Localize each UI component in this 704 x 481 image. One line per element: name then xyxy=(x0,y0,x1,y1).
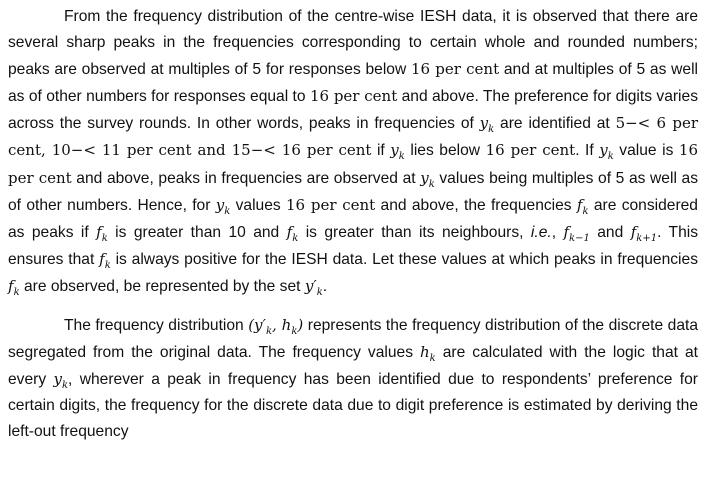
math-symbol xyxy=(53,370,69,392)
ie-abbreviation: i.e. xyxy=(530,223,552,241)
math-symbol xyxy=(8,276,20,298)
math-var: y xyxy=(215,195,225,214)
math-symbol xyxy=(390,141,405,163)
text-run: . xyxy=(322,277,328,295)
text-run: values being multiples of 5 as well as of other numbers. Hence, for xyxy=(8,169,699,214)
math-subscript: k xyxy=(265,326,272,338)
math-subscript: k+1 xyxy=(636,232,658,244)
text-run: and above, the frequencies xyxy=(375,196,577,214)
math-subscript: k xyxy=(398,151,405,163)
math-subscript: k xyxy=(582,205,589,217)
text-run: , xyxy=(551,223,564,241)
math-var: f xyxy=(630,222,637,241)
math-symbol xyxy=(248,316,304,338)
math-var: f xyxy=(286,222,293,241)
math-value: 16 per cent xyxy=(286,195,376,214)
text-run: , wherever a peak in frequency has been identified due to respondents’ preference for certain digits, the frequency for the discrete data due to digit preference is estimated by deriving the left-out frequency xyxy=(8,371,698,441)
math-symbol xyxy=(630,222,658,244)
math-subscript: k xyxy=(607,151,614,163)
math-symbol xyxy=(96,222,108,244)
math-symbol xyxy=(420,168,435,190)
math-var: y′ xyxy=(304,276,317,295)
math-subscript: k xyxy=(292,232,299,244)
paragraph-peaks xyxy=(8,4,698,300)
text-run: From the frequency distribution of the centre-wise IESH data, it is observed that there are several sharp peaks in the frequencies corresponding to certain whole and rounded numbers; peaks are observed at multiples of 5 for responses below xyxy=(8,8,698,79)
math-symbol xyxy=(576,195,589,217)
math-var: y xyxy=(390,141,399,160)
text-run: is greater than 10 and xyxy=(107,223,287,241)
text-run: values xyxy=(230,196,286,214)
text-run: are calculated with the logic that at every xyxy=(8,344,698,389)
math-value: 5−< 6 per cent, 10−< 11 per cent and 15−< 16 per cent xyxy=(8,114,698,160)
math-subscript: k xyxy=(291,326,298,338)
text-run: . This ensures that xyxy=(8,223,699,268)
math-subscript: k xyxy=(488,124,495,136)
text-run: and xyxy=(589,223,631,241)
math-var: , h xyxy=(272,316,292,335)
math-subscript: k xyxy=(429,353,436,365)
math-symbol xyxy=(304,276,323,298)
math-value: 16 per cent xyxy=(8,141,698,187)
math-subscript: k xyxy=(104,259,111,271)
text-run: represents the frequency distribution of the discrete data segregated from the original data. The frequency values xyxy=(8,317,698,362)
text-run: and above, peaks in frequencies are observed at xyxy=(71,169,421,187)
math-var: f xyxy=(8,276,14,295)
math-subscript: k xyxy=(101,232,108,244)
text-run: is always positive for the IESH data. Let these values at which peaks in frequencies xyxy=(110,250,698,268)
math-var: y xyxy=(420,168,429,187)
text-run: The frequency distribution xyxy=(64,317,249,335)
paragraph-frequency-distribution xyxy=(8,312,698,445)
math-var: y xyxy=(599,141,608,160)
math-symbol xyxy=(215,195,231,217)
math-symbol xyxy=(563,222,590,244)
math-symbol xyxy=(420,343,436,365)
math-var: f xyxy=(96,222,102,241)
math-value: 16 per cent xyxy=(485,141,576,160)
math-var: f xyxy=(576,195,583,214)
math-var: h xyxy=(420,343,430,362)
math-subscript: k xyxy=(13,286,20,298)
text-run: if xyxy=(371,142,391,160)
text-run: are identified at xyxy=(494,115,616,133)
text-run: . If xyxy=(575,142,600,160)
math-symbol xyxy=(479,114,495,136)
math-subscript: k−1 xyxy=(569,232,590,244)
math-symbol xyxy=(99,249,111,271)
math-var: ) xyxy=(297,316,304,335)
math-value: 16 per cent xyxy=(309,87,398,106)
text-run: lies below xyxy=(404,142,486,160)
math-var: f xyxy=(99,249,105,268)
math-var: (y′ xyxy=(248,316,266,335)
text-run: value is xyxy=(613,142,679,160)
text-run: and at multiples of 5 as well as of other numbers for responses equal to xyxy=(8,61,698,106)
math-symbol xyxy=(286,222,299,244)
math-subscript: k xyxy=(316,286,323,298)
text-run: is greater than its neighbours, xyxy=(298,223,531,241)
text-run: are considered as peaks if xyxy=(8,196,698,241)
text-run: are observed, be represented by the set xyxy=(19,277,305,295)
text-run: and above. The preference for digits varies across the survey rounds. In other words, peaks in frequencies of xyxy=(8,88,698,133)
math-value: 16 per cent xyxy=(411,60,500,79)
math-subscript: k xyxy=(224,205,231,217)
math-var: y xyxy=(53,370,62,389)
math-var: f xyxy=(563,222,570,241)
math-symbol xyxy=(599,141,614,163)
math-var: y xyxy=(479,114,489,133)
document-body xyxy=(8,4,698,446)
math-subscript: k xyxy=(428,178,435,190)
math-subscript: k xyxy=(61,380,69,392)
